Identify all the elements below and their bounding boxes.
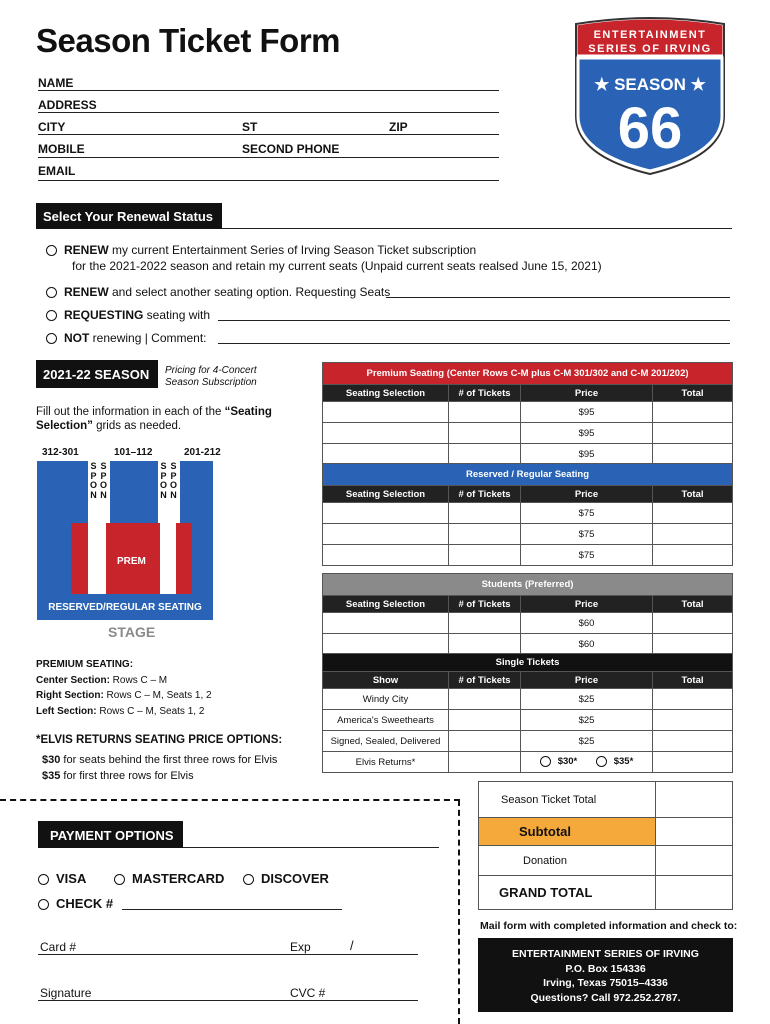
- show-windy-city: Windy City: [323, 689, 449, 710]
- section-201-212: 201-212: [184, 447, 221, 458]
- mastercard-label: MASTERCARD: [132, 871, 225, 886]
- student-seat-1[interactable]: [323, 613, 449, 634]
- season-total-field[interactable]: [656, 782, 733, 818]
- city-st-zip-field[interactable]: [38, 134, 499, 135]
- requesting-seats-field[interactable]: [386, 297, 730, 298]
- renewal-divider: [222, 228, 732, 229]
- reserved-label: RESERVED/REGULAR SEATING: [48, 602, 202, 613]
- elvis-30-radio[interactable]: [540, 756, 551, 767]
- section-312-301: 312-301: [42, 447, 79, 458]
- opt3-bold: REQUESTING: [64, 308, 144, 322]
- season-total-label: Season Ticket Total: [479, 782, 656, 818]
- renew-other-radio[interactable]: [46, 287, 57, 298]
- elvis-heading: *ELVIS RETURNS SEATING PRICE OPTIONS:: [36, 734, 283, 746]
- mail-address-box: ENTERTAINMENT SERIES OF IRVING P.O. Box 154336 Irving, Texas 75015–4336 Questions? Call 972.252.2787.: [478, 938, 733, 1012]
- premium-seat-1[interactable]: [323, 402, 449, 423]
- pricing-note: Pricing for 4-Concert Season Subscription: [165, 365, 257, 388]
- subtotal-field[interactable]: [656, 818, 733, 846]
- show-americas-sweethearts: America's Sweethearts: [323, 710, 449, 731]
- spon-label-4: SPON: [169, 461, 177, 500]
- city-label: CITY: [38, 120, 66, 134]
- show-signed-sealed: Signed, Sealed, Delivered: [323, 731, 449, 752]
- grid-instructions: Fill out the information in each of the “Seating Selection” grids as needed.: [36, 406, 272, 432]
- address-field[interactable]: [38, 112, 499, 113]
- premium-seat-3[interactable]: [323, 444, 449, 465]
- single-title: Single Tickets: [323, 654, 733, 672]
- mobile-label: MOBILE: [38, 142, 85, 156]
- stage-label: STAGE: [108, 624, 156, 640]
- premium-title: Premium Seating (Center Rows C-M plus C-M 301/302 and C-M 201/202): [323, 363, 733, 385]
- payment-divider: [183, 847, 439, 848]
- check-radio[interactable]: [38, 899, 49, 910]
- not-renewing-radio[interactable]: [46, 333, 57, 344]
- badge-line2: SERIES OF IRVING: [588, 43, 712, 55]
- badge-line1: ENTERTAINMENT: [593, 29, 707, 41]
- donation-field[interactable]: [656, 846, 733, 876]
- totals-box: [478, 781, 733, 910]
- exp-label: Exp: [290, 940, 311, 954]
- opt1-text2: for the 2021-2022 season and retain my current seats (Unpaid current seats realsed June 15, 2021): [72, 259, 602, 273]
- page-title: Season Ticket Form: [36, 22, 341, 59]
- cvc-label: CVC #: [290, 986, 326, 1000]
- reserved-title: Reserved / Regular Seating: [323, 464, 733, 486]
- payment-heading: PAYMENT OPTIONS: [38, 821, 183, 848]
- signature-field[interactable]: [38, 1000, 418, 1001]
- grand-total-field[interactable]: [656, 876, 733, 910]
- zip-label: ZIP: [389, 120, 408, 134]
- subtotal-label: Subtotal: [479, 818, 656, 846]
- section-101-112: 101–112: [114, 447, 153, 458]
- second-phone-label: SECOND PHONE: [242, 142, 340, 156]
- season-label: 2021-22 SEASON: [36, 360, 158, 388]
- prem-label: PREM: [117, 556, 146, 567]
- premium-seat-2[interactable]: [323, 423, 449, 444]
- elvis-35-radio[interactable]: [596, 756, 607, 767]
- exp-slash: /: [350, 938, 354, 953]
- st-label: ST: [242, 120, 258, 134]
- check-number-field[interactable]: [122, 909, 342, 910]
- badge-season: ★ SEASON ★: [594, 75, 706, 94]
- season-66-badge: [570, 16, 730, 178]
- comment-field[interactable]: [218, 343, 730, 344]
- student-title: Students (Preferred): [323, 574, 733, 596]
- name-label: NAME: [38, 76, 74, 90]
- spon-label-1: SPON: [89, 461, 97, 500]
- name-field[interactable]: [38, 90, 499, 91]
- opt2-bold: RENEW: [64, 285, 109, 299]
- premium-info: PREMIUM SEATING: Center Section: Rows C – M Right Section: Rows C – M, Seats 1, 2 Left Section: Rows C – M, Seats 1, 2: [36, 659, 212, 717]
- visa-radio[interactable]: [38, 874, 49, 885]
- opt1-text: my current Entertainment Series of Irving Season Ticket subscription: [108, 243, 477, 257]
- reserved-grid: Reserved / Regular Seating Seating Selection # of Tickets Price Total $75 $75 $75: [322, 463, 733, 566]
- opt1-bold: RENEW: [64, 243, 109, 257]
- spon-label-2: SPON: [99, 461, 107, 500]
- premium-grid: Premium Seating (Center Rows C-M plus C-M 301/302 and C-M 201/202) Seating Selection # of Tickets Price Total $95 $95 $95: [322, 362, 733, 465]
- donation-label: Donation: [479, 846, 656, 876]
- visa-label: VISA: [56, 871, 87, 886]
- email-field[interactable]: [38, 180, 499, 181]
- student-seat-2[interactable]: [323, 634, 449, 655]
- discover-label: DISCOVER: [261, 871, 329, 886]
- card-label: Card #: [40, 940, 77, 954]
- card-number-field[interactable]: [38, 954, 418, 955]
- opt4-text: renewing | Comment:: [89, 331, 207, 345]
- email-label: EMAIL: [38, 164, 76, 178]
- single-grid: Single Tickets Show # of Tickets Price Total Windy City $25 America's Sweethearts $25 Signed, Sealed, Delivered $25 Elvis Returns* $30* $35*: [322, 653, 733, 773]
- grand-total-label: GRAND TOTAL: [479, 876, 656, 910]
- reserved-seat-1[interactable]: [323, 503, 449, 524]
- requesting-with-field[interactable]: [218, 320, 730, 321]
- requesting-radio[interactable]: [46, 310, 57, 321]
- opt4-bold: NOT: [64, 331, 90, 345]
- phone-field[interactable]: [38, 157, 499, 158]
- badge-number: 66: [617, 96, 683, 161]
- renewal-heading: Select Your Renewal Status: [36, 203, 222, 229]
- elvis-options: $30 for seats behind the first three rows for Elvis $35 for first three rows for Elvis: [42, 754, 278, 782]
- discover-radio[interactable]: [243, 874, 254, 885]
- reserved-seat-3[interactable]: [323, 545, 449, 566]
- reserved-seat-2[interactable]: [323, 524, 449, 545]
- aisle-right: [160, 523, 176, 594]
- mail-note: Mail form with completed information and check to:: [480, 920, 738, 932]
- opt3-text: seating with: [143, 308, 211, 322]
- renew-current-radio[interactable]: [46, 245, 57, 256]
- show-elvis: Elvis Returns*: [323, 752, 449, 773]
- student-grid: Students (Preferred) Seating Selection # of Tickets Price Total $60 $60: [322, 573, 733, 655]
- check-label: CHECK #: [56, 896, 114, 911]
- signature-label: Signature: [40, 986, 92, 1000]
- cut-line: [0, 799, 460, 801]
- mastercard-radio[interactable]: [114, 874, 125, 885]
- address-label: ADDRESS: [38, 98, 97, 112]
- spon-label-3: SPON: [159, 461, 167, 500]
- opt2-text: and select another seating option. Requesting Seats: [108, 285, 391, 299]
- aisle-left: [88, 523, 106, 594]
- cut-line-vertical: [458, 800, 460, 1024]
